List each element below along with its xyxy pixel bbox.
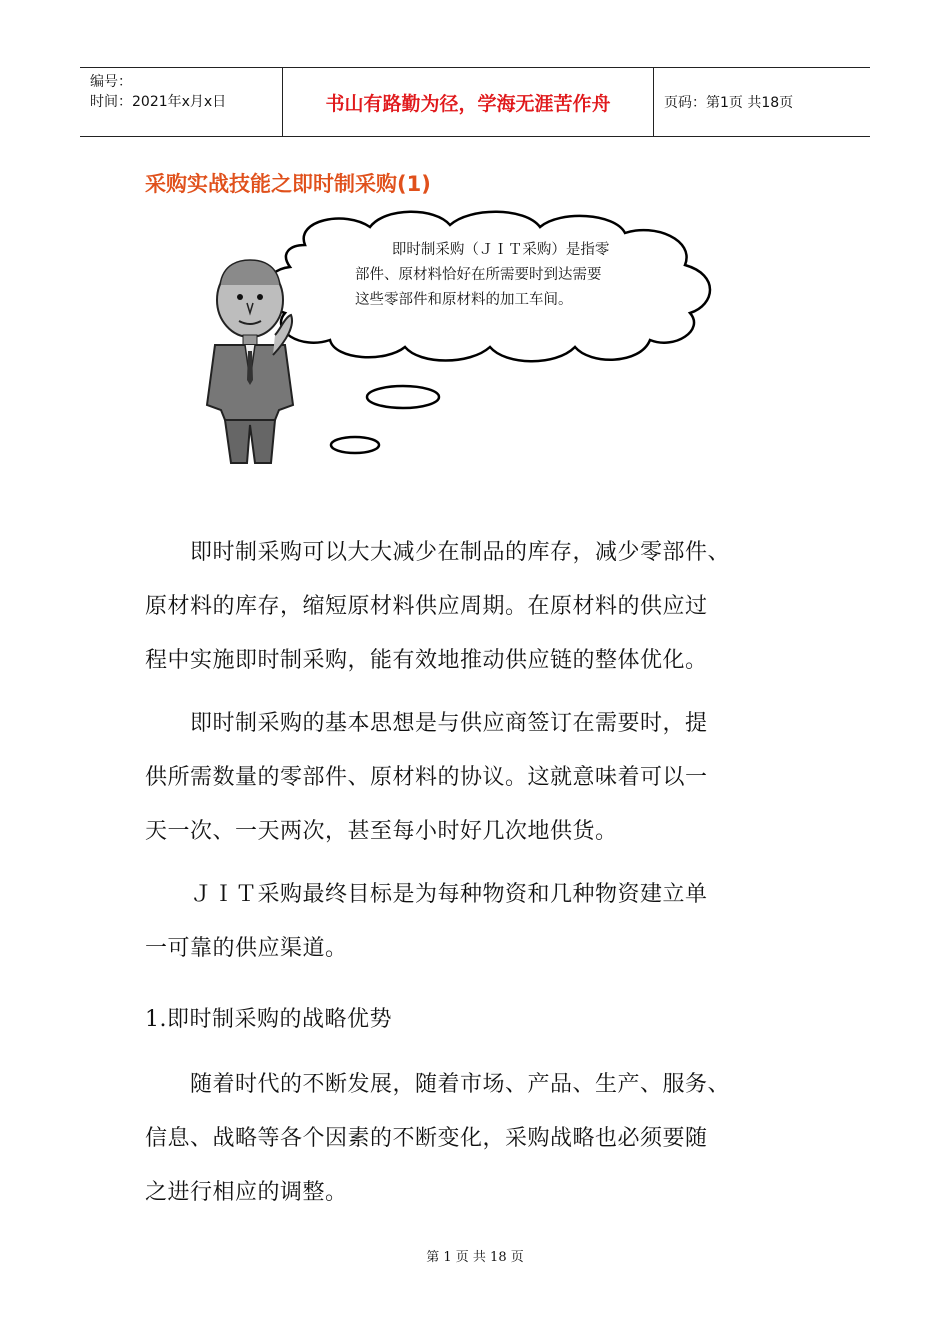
header-table xyxy=(80,67,870,137)
bubble-text xyxy=(355,238,655,313)
paragraph-line: 天一次、一天两次，甚至每小时好几次地供货。 xyxy=(145,819,618,844)
bubble-line: 这些零部件和原材料的加工车间。 xyxy=(355,292,573,308)
paragraph-line: 原材料的库存，缩短原材料供应周期。在原材料的供应过 xyxy=(145,594,708,619)
paragraph-4 xyxy=(145,1058,805,1220)
paragraph-line: 信息、战略等各个因素的不断变化，采购战略也必须要随 xyxy=(145,1126,708,1151)
section-heading xyxy=(145,993,805,1047)
thought-dot-large xyxy=(367,386,439,408)
page-footer: 第 1 页 共 18 页 xyxy=(426,1250,524,1265)
header-meta xyxy=(80,68,282,136)
thinking-man-icon xyxy=(207,260,293,463)
paragraph-line: 即时制采购的基本思想是与供应商签订在需要时，提 xyxy=(145,711,708,736)
bubble-line: 部件、原材料恰好在所需要时到达需要 xyxy=(355,267,602,283)
paragraph-2 xyxy=(145,697,805,859)
paragraph-line: 之进行相应的调整。 xyxy=(145,1180,348,1205)
paragraph-line: ＪＩＴ采购最终目标是为每种物资和几种物资建立单 xyxy=(145,882,708,907)
paragraph-line: 供所需数量的零部件、原材料的协议。这就意味着可以一 xyxy=(145,765,708,790)
number-label: 编号： xyxy=(90,74,132,90)
paragraph-line: 随着时代的不断发展，随着市场、产品、生产、服务、 xyxy=(145,1072,731,1097)
thought-dot-small xyxy=(331,437,379,453)
paragraph-line: 即时制采购可以大大减少在制品的库存，减少零部件、 xyxy=(145,540,731,565)
paragraph-1 xyxy=(145,526,805,688)
time-label: 时间：2021年x月x日 xyxy=(90,94,227,110)
paragraph-3 xyxy=(145,868,805,976)
heading-line: 1.即时制采购的战略优势 xyxy=(145,1007,392,1032)
header-motto: 书山有路勤为径，学海无涯苦作舟 xyxy=(282,68,654,136)
paragraph-line: 程中实施即时制采购，能有效地推动供应链的整体优化。 xyxy=(145,648,708,673)
header-page-info: 页码：第1页 共18页 xyxy=(664,95,794,111)
bubble-line: 即时制采购（ＪＩＴ采购）是指零 xyxy=(355,242,610,258)
page-title: 采购实战技能之即时制采购(1) xyxy=(145,172,431,196)
paragraph-line: 一可靠的供应渠道。 xyxy=(145,936,348,961)
